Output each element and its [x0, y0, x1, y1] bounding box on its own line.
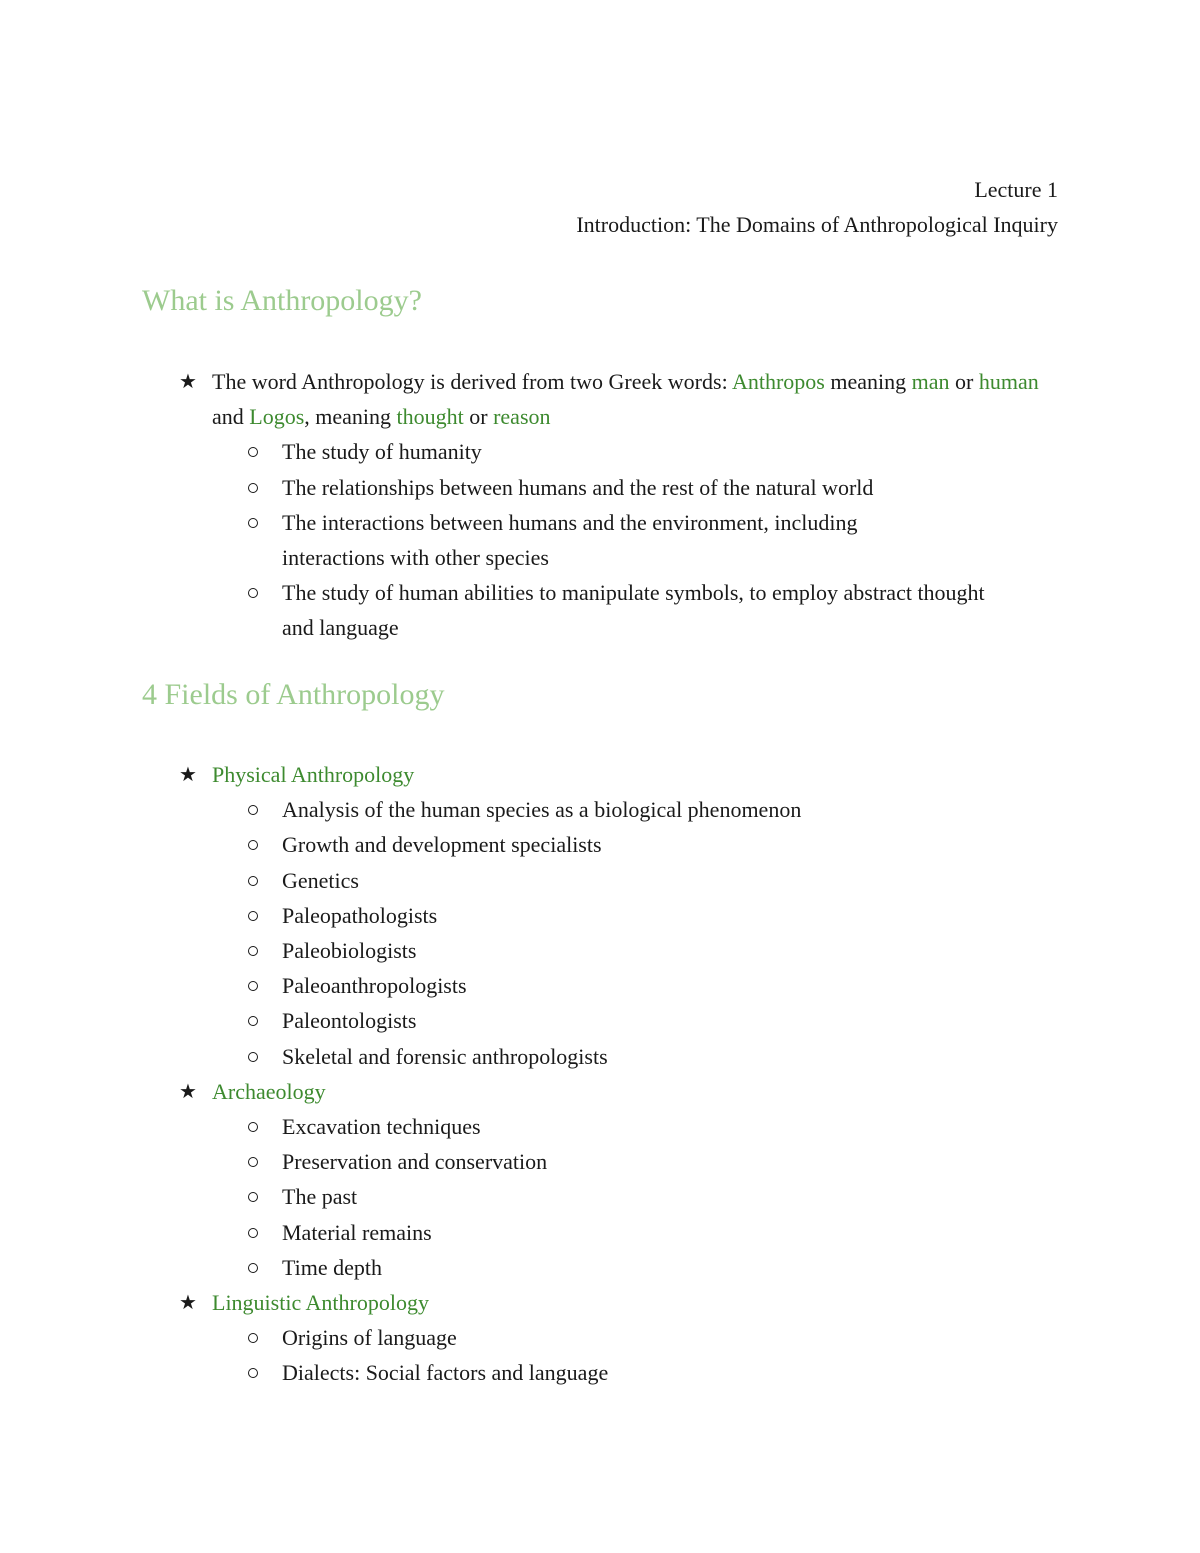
circle-icon [248, 876, 258, 886]
list-item: The past [0, 1179, 1002, 1214]
list-item: Paleontologists [0, 1003, 1002, 1038]
section-title-what-is: What is Anthropology? [142, 284, 422, 317]
star-icon: ★ [179, 1078, 197, 1103]
circle-icon [248, 518, 258, 528]
circle-icon [248, 1016, 258, 1026]
list-item: Analysis of the human species as a biological phenomenon [0, 792, 1002, 827]
list-item-definition: ★ The word Anthropology is derived from two Greek words: Anthropos meaning man or human and Logos, meaning thought or reason [0, 364, 1052, 434]
field-archaeology: ★ Archaeology [0, 1074, 1052, 1109]
list-item: Excavation techniques [0, 1109, 1002, 1144]
list-item: The study of humanity [0, 434, 1002, 469]
lecture-subtitle: Introduction: The Domains of Anthropological Inquiry [576, 212, 1058, 237]
circle-icon [248, 1157, 258, 1167]
list-item: The study of human abilities to manipulate symbols, to employ abstract thought and language [0, 575, 1002, 645]
list-item: Paleobiologists [0, 933, 1002, 968]
circle-icon [248, 946, 258, 956]
circle-icon [248, 805, 258, 815]
star-icon: ★ [179, 369, 197, 393]
list-item: Dialects: Social factors and language [0, 1355, 1002, 1390]
field-physical-anthropology: ★ Physical Anthropology [0, 757, 1052, 792]
list-item: Genetics [0, 863, 1002, 898]
list-item: Time depth [0, 1250, 1002, 1285]
list-item: Growth and development specialists [0, 827, 1002, 862]
circle-icon [248, 1052, 258, 1062]
circle-icon [248, 1192, 258, 1202]
circle-icon [248, 447, 258, 457]
list-item: The relationships between humans and the rest of the natural world [0, 470, 1002, 505]
circle-icon [248, 483, 258, 493]
circle-icon [248, 1263, 258, 1273]
term-logos: Logos [249, 404, 305, 430]
section-title-four-fields: 4 Fields of Anthropology [142, 678, 445, 711]
term-man: man [911, 369, 950, 394]
circle-icon [248, 1228, 258, 1238]
list-item: Skeletal and forensic anthropologists [0, 1039, 1002, 1074]
list-item: Origins of language [0, 1320, 1002, 1355]
term-reason: reason [493, 404, 551, 430]
term-human: human [978, 369, 1039, 394]
term-thought: thought [396, 404, 464, 430]
list-item: Material remains [0, 1215, 1002, 1250]
list-item: Paleoanthropologists [0, 968, 1002, 1003]
lecture-number: Lecture 1 [974, 177, 1058, 202]
star-icon: ★ [179, 762, 197, 786]
star-icon: ★ [179, 1290, 197, 1315]
circle-icon [248, 1368, 258, 1378]
section1-list [0, 364, 1200, 646]
section2-list [0, 757, 1200, 1391]
list-item: The interactions between humans and the environment, including interactions with other species [0, 505, 962, 575]
circle-icon [248, 1122, 258, 1132]
circle-icon [248, 840, 258, 850]
term-anthropos: Anthropos [731, 369, 825, 394]
circle-icon [248, 1333, 258, 1343]
lecture-header [576, 172, 1058, 242]
field-linguistic-anthropology: ★ Linguistic Anthropology [0, 1285, 1052, 1320]
list-item: Preservation and conservation [0, 1144, 1002, 1179]
circle-icon [248, 911, 258, 921]
circle-icon [248, 588, 258, 598]
list-item: Paleopathologists [0, 898, 1002, 933]
circle-icon [248, 981, 258, 991]
